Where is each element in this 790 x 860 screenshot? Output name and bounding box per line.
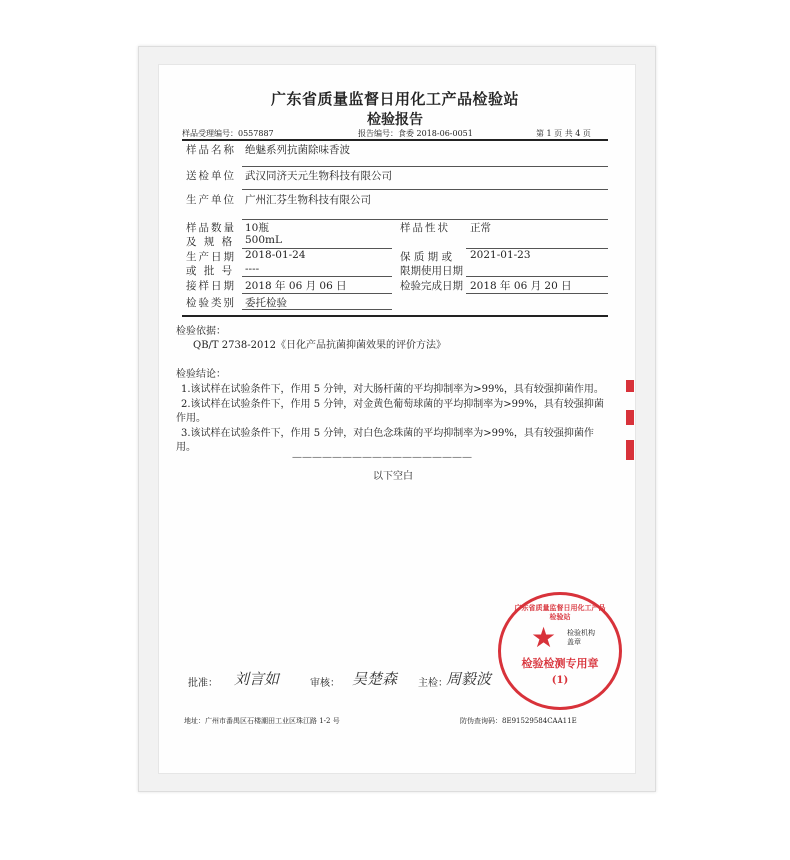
seal-mid-text: 检验机构盖章 (567, 629, 595, 646)
label-received: 接样日期 (186, 280, 236, 292)
approve-signature: 刘言如 (234, 670, 280, 688)
conclusion-item: 用。 (176, 442, 196, 453)
blank-note: 以下空白 (373, 471, 413, 482)
inspect-label: 主检： (418, 678, 448, 689)
approve-label: 批准： (188, 678, 218, 689)
value-prod-date: 2018-01-24 (245, 249, 306, 261)
divider (466, 293, 608, 294)
value-completed: 2018 年 06 月 20 日 (470, 280, 572, 292)
review-label: 审核： (310, 678, 340, 689)
label-prod-date: 生产日期 (186, 251, 236, 263)
report-title: 检验报告 (367, 112, 423, 128)
basis-heading: 检验依据： (176, 326, 226, 337)
label-completed: 检验完成日期 (400, 280, 463, 292)
divider (242, 309, 392, 310)
label-expiry: 保 质 期 或 (400, 251, 453, 263)
blank-line: —————————————————— (292, 452, 472, 463)
value-expiry: 2021-01-23 (470, 249, 531, 261)
divider (182, 139, 608, 141)
divider (242, 189, 608, 190)
value-sample-name: 绝魅系列抗菌除味香波 (245, 144, 350, 156)
value-sender: 武汉同济天元生物科技有限公司 (245, 170, 392, 182)
conclusion-item: 3.该试样在试验条件下，作用 5 分钟，对白色念珠菌的平均抑制率为>99%，具有较强抑菌作 (181, 428, 594, 439)
seal-edge-mark (626, 380, 634, 480)
label-type: 检验类别 (186, 297, 236, 309)
label-sender: 送检单位 (186, 170, 236, 182)
conclusion-item: 2.该试样在试验条件下，作用 5 分钟，对金黄色葡萄球菌的平均抑制率为>99%，具有较强抑菌 (181, 399, 604, 410)
divider (242, 276, 392, 277)
divider (182, 315, 608, 317)
divider (466, 276, 608, 277)
report-number: 报告编号：食委 2018-06-0051 (358, 129, 473, 138)
label-quantity: 样品数量 (186, 222, 236, 234)
label-batch: 或 批 号 (186, 265, 235, 277)
review-signature: 吴楚森 (352, 670, 398, 688)
seal-number: (1) (551, 675, 569, 686)
value-received: 2018 年 06 月 06 日 (245, 280, 347, 292)
official-seal (498, 592, 622, 710)
value-state: 正常 (470, 222, 491, 234)
divider (242, 293, 392, 294)
conclusion-item: 作用。 (176, 413, 206, 424)
report-org-title: 广东省质量监督日用化工产品检验站 (270, 90, 519, 108)
basis-text: QB/T 2738-2012《日化产品抗菌抑菌效果的评价方法》 (193, 340, 447, 351)
label-state: 样品性状 (400, 222, 450, 234)
star-icon: ★ (531, 621, 557, 654)
label-expiry-2: 限期使用日期 (400, 265, 463, 277)
sample-number: 样品受理编号：0557887 (182, 129, 274, 138)
value-type: 委托检验 (245, 297, 287, 309)
conclusion-heading: 检验结论： (176, 369, 226, 380)
seal-bottom-text: 检验检测专用章 (521, 657, 599, 670)
page-indicator: 第 1 页 共 4 页 (536, 129, 591, 138)
label-sample-name: 样品名称 (186, 144, 236, 156)
value-producer: 广州汇芬生物科技有限公司 (245, 194, 371, 206)
value-batch: ---- (245, 263, 260, 275)
address: 地址：广州市番禺区石楼潮田工业区珠江路 1-2 号 (184, 717, 340, 725)
anti-fake-code: 防伪查询码：8E91529584CAA11E (460, 717, 577, 725)
label-producer: 生产单位 (186, 194, 236, 206)
label-spec: 及 规 格 (186, 236, 235, 248)
conclusion-item: 1.该试样在试验条件下，作用 5 分钟，对大肠杆菌的平均抑制率为>99%，具有较强抑菌作用。 (181, 384, 604, 395)
value-spec: 500mL (245, 234, 282, 246)
inspect-signature: 周毅波 (446, 670, 492, 688)
seal-org-text: 广东省质量监督日用化工产品检验站 (514, 603, 606, 621)
divider (242, 166, 608, 167)
value-quantity: 10瓶 (245, 222, 269, 234)
